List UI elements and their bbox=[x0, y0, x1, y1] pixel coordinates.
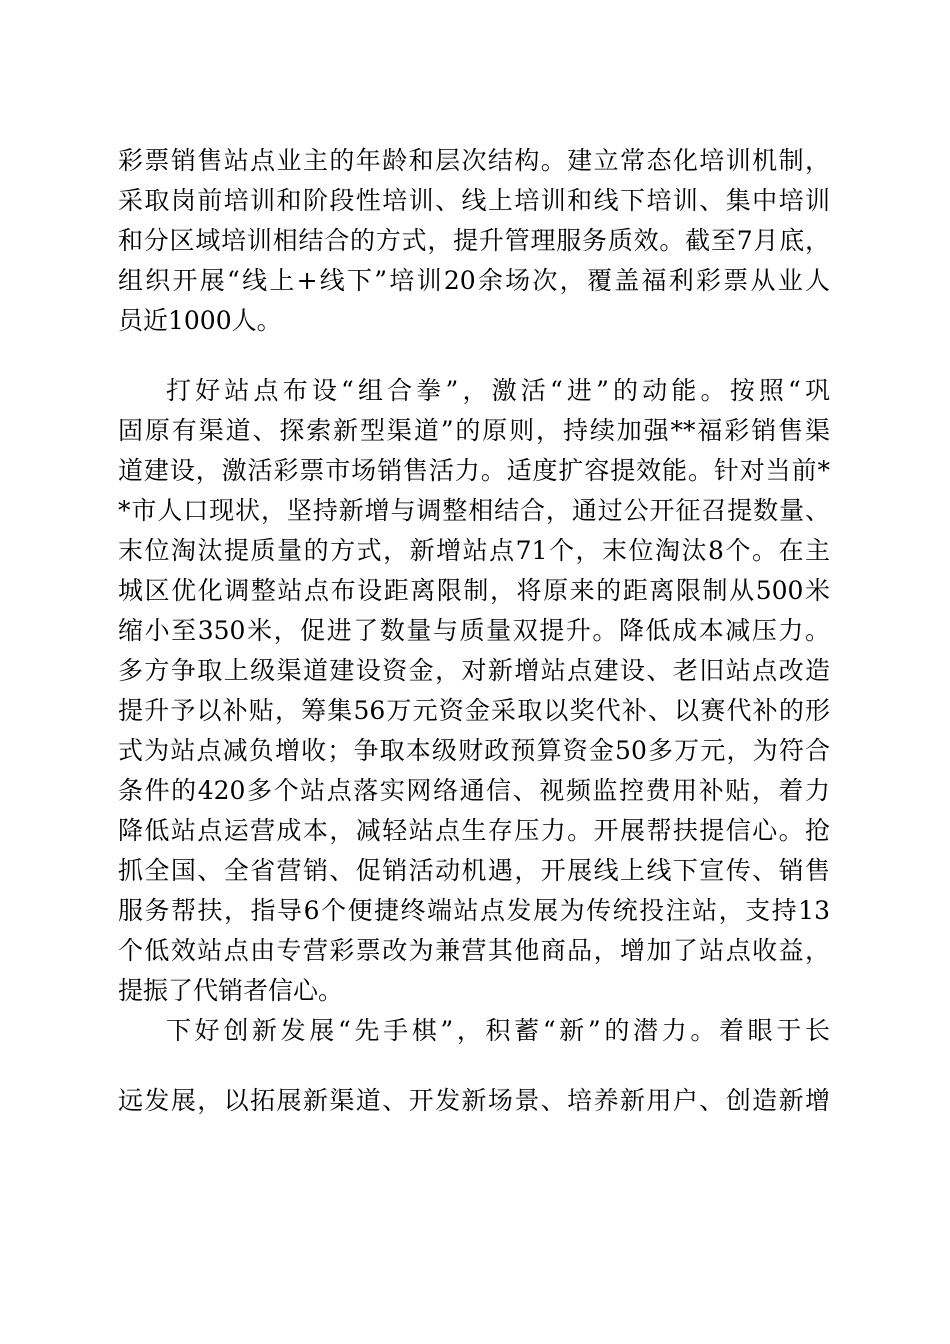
paragraph-2-line-8: 多方争取上级渠道建设资金，对新增站点建设、老旧站点改造 bbox=[118, 656, 830, 685]
paragraph-2-line-12: 降低站点运营成本，减轻站点生存压力。开展帮扶提信心。抢 bbox=[118, 816, 830, 845]
paragraph-1-line-3: 和分区域培训相结合的方式，提升管理服务质效。截至7月底， bbox=[118, 226, 830, 255]
paragraph-3-line-2: 远发展，以拓展新渠道、开发新场景、培养新用户、创造新增 bbox=[118, 1086, 830, 1115]
paragraph-2-line-15: 个低效站点由专营彩票改为兼营其他商品，增加了站点收益， bbox=[118, 936, 830, 965]
paragraph-2-line-5: 末位淘汰提质量的方式，新增站点71个，末位淘汰8个。在主 bbox=[118, 536, 830, 565]
paragraph-2-line-2: 固原有渠道、探索新型渠道”的原则，持续加强**福彩销售渠 bbox=[118, 416, 830, 445]
paragraph-1-line-2: 采取岗前培训和阶段性培训、线上培训和线下培训、集中培训 bbox=[118, 186, 830, 215]
paragraph-1-line-5: 员近1000人。 bbox=[118, 306, 282, 335]
paragraph-2-line-16: 提振了代销者信心。 bbox=[118, 976, 344, 1005]
paragraph-2-line-1: 打好站点布设“组合拳”，激活“进”的动能。按照“巩 bbox=[166, 376, 830, 405]
paragraph-2-line-10: 式为站点减负增收；争取本级财政预算资金50多万元，为符合 bbox=[118, 736, 830, 765]
paragraph-3-line-1: 下好创新发展“先手棋”，积蓄“新”的潜力。着眼于长 bbox=[166, 1016, 830, 1045]
paragraph-2-line-9: 提升予以补贴，筹集56万元资金采取以奖代补、以赛代补的形 bbox=[118, 696, 830, 725]
paragraph-2-line-7: 缩小至350米，促进了数量与质量双提升。降低成本减压力。 bbox=[118, 616, 830, 645]
paragraph-1-line-4: 组织开展“线上+线下”培训20余场次，覆盖福利彩票从业人 bbox=[118, 266, 830, 295]
paragraph-2-line-6: 城区优化调整站点布设距离限制，将原来的距离限制从500米 bbox=[118, 576, 830, 605]
paragraph-2-line-4: *市人口现状，坚持新增与调整相结合，通过公开征召提数量、 bbox=[118, 496, 830, 525]
paragraph-2-line-3: 道建设，激活彩票市场销售活力。适度扩容提效能。针对当前* bbox=[118, 456, 830, 485]
paragraph-2-line-11: 条件的420多个站点落实网络通信、视频监控费用补贴，着力 bbox=[118, 776, 830, 805]
paragraph-1-line-1: 彩票销售站点业主的年龄和层次结构。建立常态化培训机制， bbox=[118, 146, 830, 175]
paragraph-2-line-13: 抓全国、全省营销、促销活动机遇，开展线上线下宣传、销售 bbox=[118, 856, 830, 885]
paragraph-2-line-14: 服务帮扶，指导6个便捷终端站点发展为传统投注站，支持13 bbox=[118, 896, 830, 925]
